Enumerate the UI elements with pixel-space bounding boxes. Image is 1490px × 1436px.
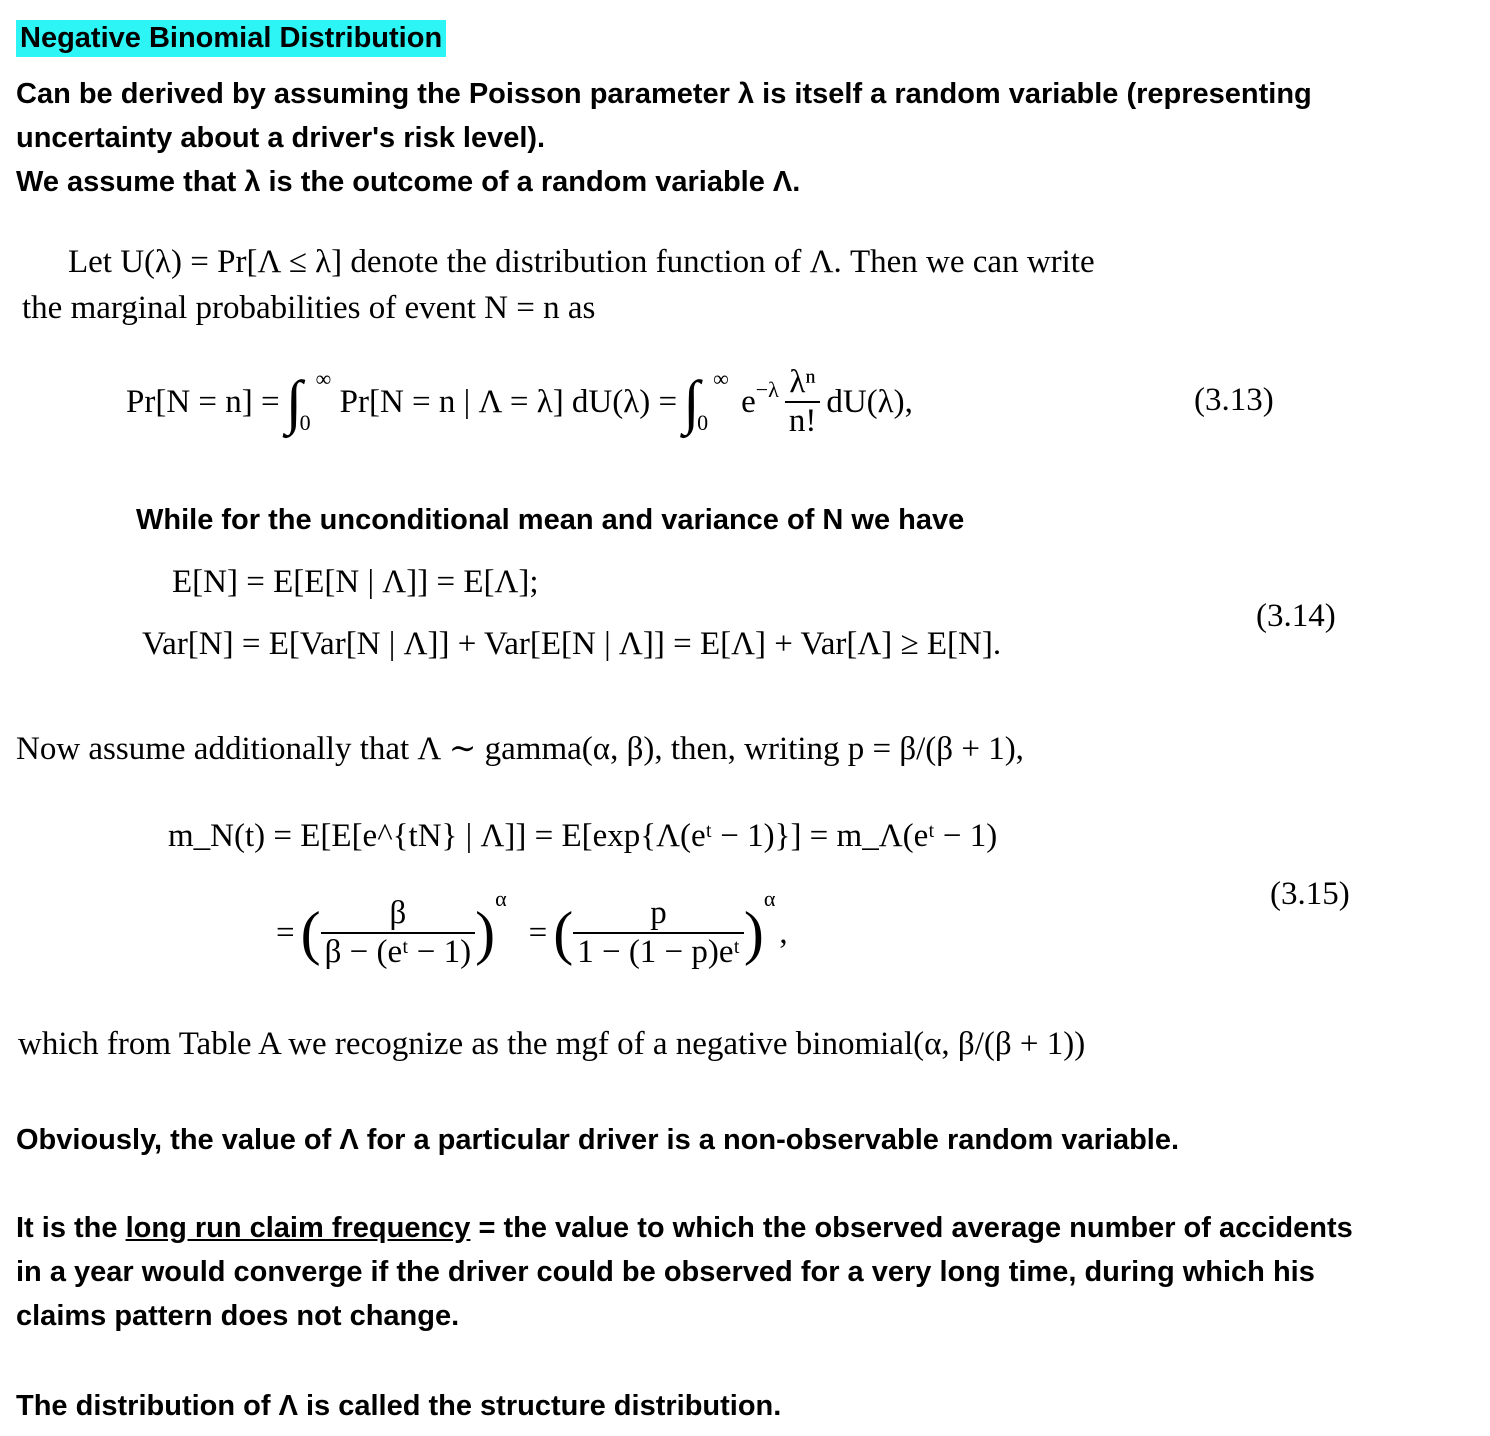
para2: Now assume additionally that Λ ∼ gamma(α, β), then, writing p = β/(β + 1),	[16, 731, 1024, 767]
section-heading: Negative Binomial Distribution	[16, 20, 446, 57]
intro-line-1: Can be derived by assuming the Poisson parameter λ is itself a random variable (representing	[16, 78, 1312, 110]
left-paren: (	[300, 900, 321, 966]
structure-distribution-note: The distribution of Λ is called the structure distribution.	[16, 1390, 782, 1422]
frac1-den: β − (eᵗ − 1)	[324, 934, 472, 970]
para3: which from Table A we recognize as the mgf of a negative binomial(α, β/(β + 1))	[18, 1026, 1086, 1062]
frac1-num: β	[321, 895, 475, 934]
right-paren: )	[475, 900, 496, 966]
mean-variance-intro: While for the unconditional mean and variance of N we have	[136, 504, 965, 536]
equals-sign-2: =	[528, 914, 548, 951]
long-run-claim-frequency-term: long run claim frequency	[125, 1212, 471, 1244]
integral-sign-2: ∫	[683, 369, 700, 435]
eq314-line-2: Var[N] = E[Var[N | Λ]] + Var[E[N | Λ]] = E[Λ] + Var[Λ] ≥ E[N].	[142, 626, 1002, 662]
observability-note: Obviously, the value of Λ for a particular driver is a non-observable random variable.	[16, 1124, 1180, 1156]
eq-number-3-14: (3.14)	[1256, 598, 1336, 634]
eq313-tail: dU(λ),	[826, 383, 913, 420]
eq315-fraction-1	[321, 895, 475, 971]
int2-lower: 0	[697, 410, 709, 435]
left-paren-2: (	[553, 900, 574, 966]
eq313-exp-sup: −λ	[755, 377, 779, 402]
comma: ,	[779, 914, 788, 951]
alpha-exponent-2: α	[763, 886, 776, 911]
eq314-line-1: E[N] = E[E[N | Λ]] = E[Λ];	[172, 564, 539, 600]
integral-sign: ∫	[285, 369, 303, 435]
longrun-line-3: claims pattern does not change.	[16, 1300, 460, 1332]
eq313-mid: Pr[N = n | Λ = λ] dU(λ) =	[339, 383, 678, 420]
eq315-line-2	[276, 878, 788, 988]
equation-3-13	[126, 354, 913, 450]
longrun-line-2: in a year would converge if the driver could be observed for a very long time, during which his	[16, 1256, 1315, 1288]
int1-lower: 0	[299, 410, 311, 435]
right-paren-2: )	[743, 900, 764, 966]
longrun-line-1	[16, 1212, 1353, 1245]
eq-number-3-13: (3.13)	[1194, 382, 1274, 418]
intro-line-2: uncertainty about a driver's risk level).	[16, 122, 546, 154]
intro-line-3: We assume that λ is the outcome of a random variable Λ.	[16, 166, 801, 198]
eq313-fraction	[785, 364, 821, 440]
eq313-lhs: Pr[N = n] =	[126, 383, 280, 420]
longrun-prefix: It is the	[16, 1212, 126, 1244]
para1-line-1: Let U(λ) = Pr[Λ ≤ λ] denote the distribution function of Λ. Then we can write	[68, 244, 1095, 280]
eq313-exp: e	[741, 383, 756, 420]
frac-den: n!	[788, 403, 817, 439]
eq315-fraction-2	[573, 895, 744, 971]
equals-sign: =	[276, 914, 295, 951]
int1-upper: ∞	[315, 366, 332, 391]
eq-number-3-15: (3.15)	[1270, 876, 1350, 912]
alpha-exponent-1: α	[495, 886, 507, 911]
longrun-line1-rest: = the value to which the observed average number of accidents	[470, 1212, 1353, 1244]
para1-line-2: the marginal probabilities of event N = n as	[22, 290, 596, 326]
frac2-num: p	[573, 895, 744, 934]
int2-upper: ∞	[713, 366, 729, 391]
frac-num: λⁿ	[785, 364, 821, 403]
eq315-line-1: m_N(t) = E[E[e^{tN} | Λ]] = E[exp{Λ(eᵗ − 1)}] = m_Λ(eᵗ − 1)	[168, 818, 998, 854]
frac2-den: 1 − (1 − p)eᵗ	[577, 934, 740, 970]
